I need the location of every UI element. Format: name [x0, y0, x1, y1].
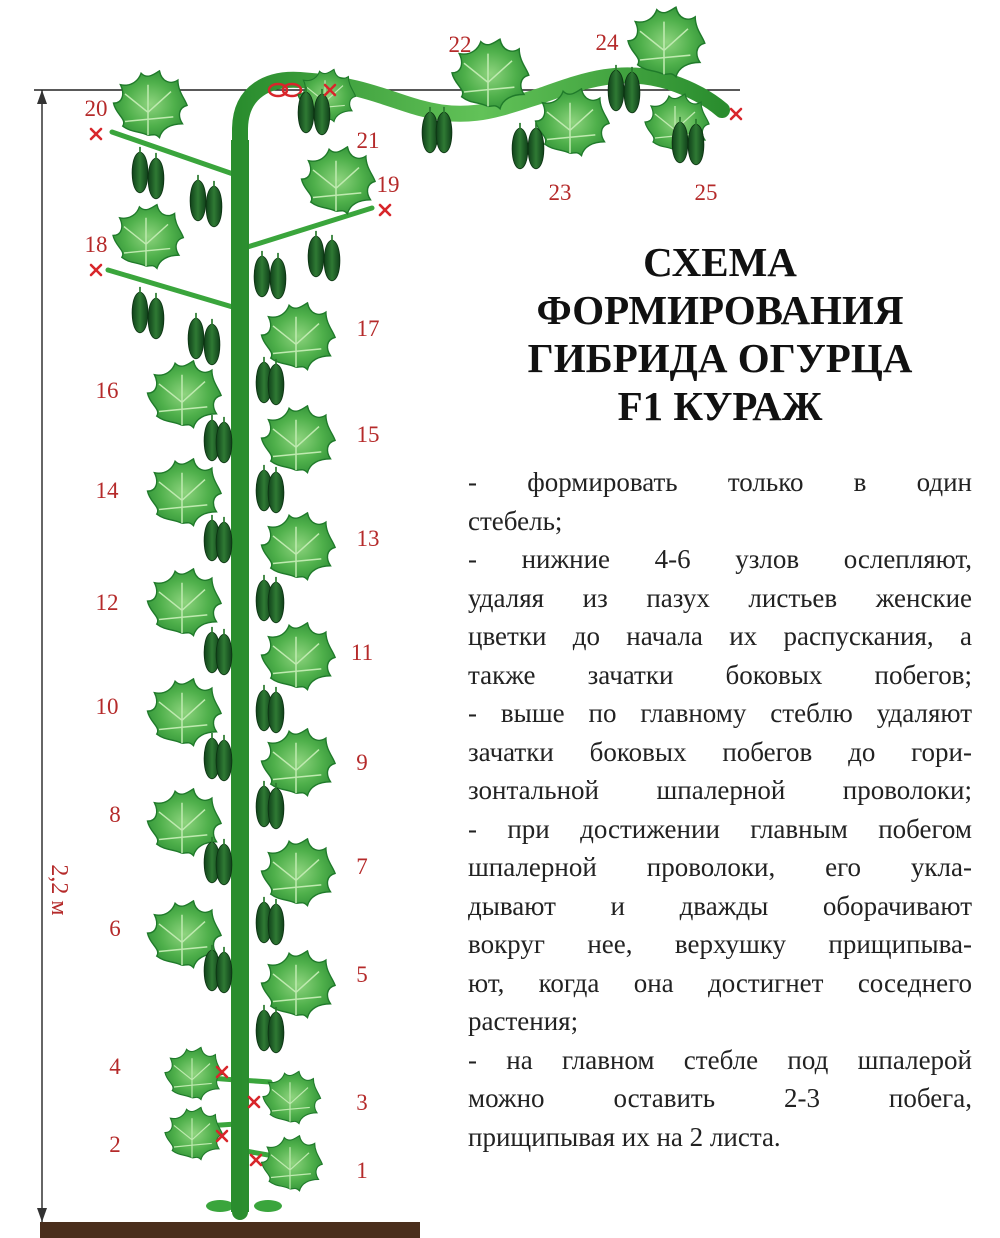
cucumber-fruit	[190, 175, 206, 221]
instruction-line: зачатки боковых побегов до гори-	[468, 736, 972, 767]
height-label: 2,2 м	[46, 864, 72, 916]
pinch-cross-icon	[380, 205, 390, 215]
cucumber-leaf	[148, 569, 222, 636]
instruction-line: удаляя из пазух листьев женские	[468, 582, 972, 613]
cucumber-leaf	[148, 361, 222, 428]
cucumber-fruit	[132, 287, 148, 333]
instruction-line: - на главном стебле под шпалерой	[468, 1044, 972, 1075]
node-number-label: 25	[694, 180, 718, 205]
cucumber-fruit	[268, 687, 284, 733]
node-number-label: 11	[350, 640, 374, 665]
instruction-line: цветки до начала их распускания, а	[468, 621, 972, 651]
pinch-cross-icon	[249, 1097, 259, 1107]
node-number-label: 22	[448, 32, 472, 57]
instructions-text	[468, 463, 972, 1156]
instruction-line: вокруг нее, верхушку прищипыва-	[468, 929, 972, 959]
cucumber-fruit	[216, 417, 232, 463]
node-number-label: 10	[95, 694, 119, 719]
instruction-line: стебель;	[468, 505, 563, 536]
instruction-line: можно оставить 2-3 побега,	[468, 1083, 972, 1113]
cucumber-leaf	[262, 1136, 323, 1191]
seedling-leaves	[206, 1200, 234, 1212]
node-number-label: 2	[109, 1132, 121, 1157]
node-number-label: 12	[95, 590, 119, 615]
cucumber-leaf	[114, 71, 188, 138]
pinch-cross-icon	[251, 1155, 261, 1165]
cucumber-leaf	[262, 623, 336, 690]
instruction-line: шпалерной проволоки, его укла-	[468, 852, 972, 882]
node-number-label: 16	[95, 378, 119, 403]
node-number-label: 6	[109, 916, 121, 941]
node-number-label: 17	[356, 316, 380, 341]
node-number-label: 8	[109, 802, 121, 827]
cucumber-fruit	[148, 293, 164, 339]
node-number-label: 24	[595, 30, 619, 55]
node-number-label: 3	[356, 1090, 368, 1115]
instruction-line: - формировать только в один	[468, 467, 972, 497]
cucumber-fruit	[324, 235, 340, 281]
node-number-label: 21	[356, 128, 380, 153]
cucumber-fruit	[132, 147, 148, 193]
soil	[40, 1222, 420, 1238]
cucumber-fruit	[216, 839, 232, 885]
cucumber-leaf	[165, 1047, 223, 1099]
title-line: СХЕМА	[643, 239, 797, 285]
node-number-label: 1	[356, 1158, 368, 1183]
cucumber-fruit	[268, 899, 284, 945]
cucumber-fruit	[268, 1007, 284, 1053]
cucumber-leaf	[262, 406, 336, 473]
cucumber-fruit	[216, 947, 232, 993]
node-number-label: 5	[356, 962, 368, 987]
cucumber-fruit	[254, 251, 270, 297]
cucumber-leaf	[113, 205, 183, 269]
cucumber-leaf	[263, 1071, 321, 1123]
instruction-line: - выше по главному стеблю удаляют	[468, 698, 972, 728]
cucumber-leaf	[148, 679, 222, 746]
cucumber-leaf	[262, 513, 336, 580]
cucumber-fruit	[268, 359, 284, 405]
instruction-line: растения;	[468, 1006, 579, 1036]
node-number-label: 4	[109, 1054, 121, 1079]
cucumber-leaf	[262, 729, 336, 796]
cucumber-leaf	[262, 951, 336, 1018]
title-line: ГИБРИДА ОГУРЦА	[527, 335, 913, 381]
cucumber-fruit	[206, 181, 222, 227]
pinch-cross-icon	[91, 265, 101, 275]
title-line: ФОРМИРОВАНИЯ	[536, 287, 904, 333]
cucumber-fruit	[270, 253, 286, 299]
instruction-line: также зачатки боковых побегов;	[468, 659, 972, 690]
node-number-label: 19	[376, 172, 400, 197]
cucumber-leaf	[302, 147, 376, 214]
diagram-title	[470, 238, 970, 430]
instruction-line: - нижние 4-6 узлов ослепляют,	[468, 544, 972, 574]
node-number-label: 15	[356, 422, 380, 447]
cucumber-fruit	[216, 629, 232, 675]
instruction-line: зонтальной шпалерной проволоки;	[468, 775, 972, 805]
cucumber-fruit	[204, 319, 220, 365]
cucumber-fruit	[268, 577, 284, 623]
node-number-label: 13	[356, 526, 380, 551]
cucumber-fruit	[148, 153, 164, 199]
cucumber-leaf	[262, 303, 336, 370]
title-line: F1 КУРАЖ	[617, 383, 823, 429]
instruction-line: прищипывая их на 2 листа.	[468, 1121, 781, 1152]
cucumber-fruit	[188, 313, 204, 359]
cucumber-leaf	[165, 1107, 223, 1159]
pinch-cross-icon	[91, 129, 101, 139]
instruction-line: ют, когда она достигнет соседнего	[468, 967, 972, 998]
node-number-label: 20	[84, 96, 108, 121]
node-number-label: 23	[548, 180, 572, 205]
cucumber-leaf	[262, 839, 336, 906]
instruction-line: дывают и дважды оборачивают	[468, 890, 972, 921]
cucumber-leaf	[628, 7, 705, 77]
cucumber-fruit	[268, 467, 284, 513]
cucumber-fruit	[216, 517, 232, 563]
node-number-label: 9	[356, 750, 368, 775]
cucumber-fruit	[512, 123, 528, 169]
cucumber-fruit	[268, 783, 284, 829]
instruction-line: - при достижении главным побегом	[468, 813, 972, 844]
node-number-label: 14	[95, 478, 119, 503]
cucumber-fruit	[308, 231, 324, 277]
pinch-cross-icon	[731, 109, 741, 119]
node-number-label: 18	[84, 232, 108, 257]
cucumber-fruit	[216, 735, 232, 781]
node-number-label: 7	[356, 854, 368, 879]
cucumber-leaf	[148, 459, 222, 526]
